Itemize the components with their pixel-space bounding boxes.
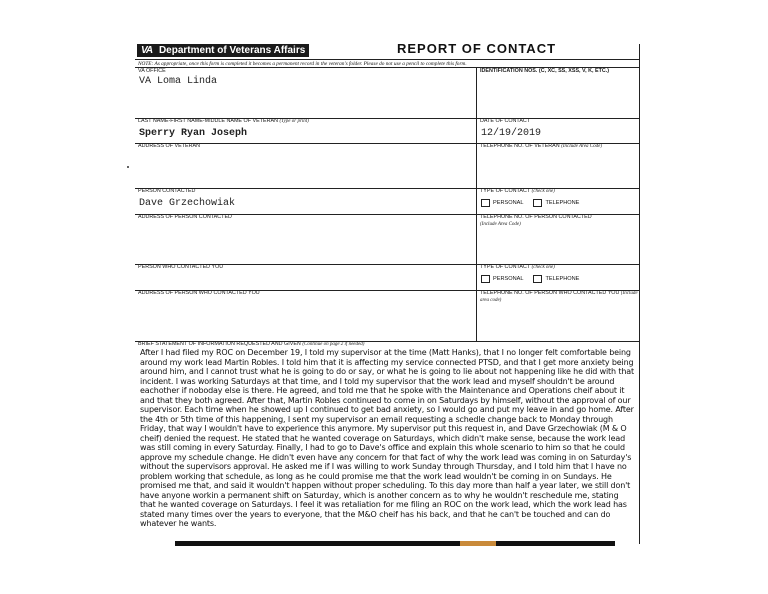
va-office-label: VA OFFICE	[138, 68, 166, 74]
contact-type-options	[477, 199, 639, 207]
va-office-field[interactable]: VA Loma Linda	[139, 76, 218, 87]
telephone2-checkbox[interactable]	[533, 275, 542, 283]
form-header	[135, 41, 639, 58]
contact-type-cell	[477, 188, 639, 214]
who-contacted-cell	[135, 264, 477, 290]
id-nos-label: IDENTIFICATION NOS. (C, XC, SS, XSS, V, K, ETC.)	[480, 68, 610, 74]
personal2-option[interactable]: PERSONAL	[481, 275, 523, 283]
va-office-cell	[135, 68, 477, 118]
scan-edge-bar	[175, 541, 615, 546]
contact-type2-options	[477, 275, 639, 283]
phone-contacted-label: TELEPHONE NO. OF PERSON CONTACTED	[480, 214, 592, 220]
form-title: REPORT OF CONTACT	[397, 41, 557, 56]
address-who-label: ADDRESS OF PERSON WHO CONTACTED YOU	[138, 290, 260, 296]
brief-statement-label: BRIEF STATEMENT OF INFORMATION REQUESTED AND GIVEN (Continue on page 2 if needed)	[138, 341, 365, 347]
scan-speck	[127, 166, 129, 168]
scan-edge-highlight	[460, 541, 496, 546]
veteran-name-field[interactable]: Sperry Ryan Joseph	[139, 128, 248, 139]
person-contacted-field[interactable]: Dave Grzechowiak	[139, 198, 236, 209]
brief-statement-section	[135, 341, 639, 544]
row-who-contacted	[135, 264, 639, 291]
person-contacted-label: PERSON CONTACTED	[138, 188, 196, 194]
phone-who-label: TELEPHONE NO. OF PERSON WHO CONTACTED YOU (Include area code)	[480, 290, 638, 303]
veteran-name-cell	[135, 118, 477, 143]
address-contacted-label: ADDRESS OF PERSON CONTACTED	[138, 214, 232, 220]
row-veteran-name	[135, 118, 639, 144]
personal-checkbox[interactable]	[481, 199, 490, 207]
date-label: DATE OF CONTACT	[480, 118, 531, 124]
who-contacted-label: PERSON WHO CONTACTED YOU	[138, 264, 224, 270]
form-note: NOTE: As appropriate, once this form is completed it becomes a permanent record in the veteran's folder. Please do not use a pencil to complete this form.	[135, 59, 639, 68]
date-field[interactable]: 12/19/2019	[481, 128, 542, 139]
address-contacted-cell	[135, 214, 477, 264]
telephone-checkbox[interactable]	[533, 199, 542, 207]
telephone2-option[interactable]: TELEPHONE	[533, 275, 579, 283]
veteran-address-label: ADDRESS OF VETERAN	[138, 143, 201, 149]
person-contacted-cell	[135, 188, 477, 214]
va-logo-icon: VA	[141, 45, 153, 56]
veteran-phone-label: TELEPHONE NO. OF VETERAN (Include Area Code)	[480, 143, 603, 149]
date-cell	[477, 118, 639, 143]
personal-option[interactable]: PERSONAL	[481, 199, 523, 207]
row-address-contacted	[135, 214, 639, 265]
veteran-phone-cell	[477, 143, 639, 188]
address-who-cell	[135, 290, 477, 341]
telephone-option[interactable]: TELEPHONE	[533, 199, 579, 207]
contact-type2-label: TYPE OF CONTACT (check one)	[480, 264, 555, 270]
phone-who-cell	[477, 290, 639, 341]
veteran-name-label: LAST NAME-FIRST NAME-MIDDLE NAME OF VETERAN (Type or print)	[138, 118, 309, 124]
row-person-contacted	[135, 188, 639, 215]
personal2-checkbox[interactable]	[481, 275, 490, 283]
phone-contacted-cell	[477, 214, 639, 264]
phone-contacted-hint: (Include Area Code)	[480, 222, 521, 227]
brief-statement-text[interactable]: After I had filed my ROC on December 19, I told my supervisor at the time (Matt Hanks), that I no longer felt comfortable being around my work lead Martin Robles. I told him that it is affecting my service connected PTSD, and that I get more anxiety being around him, and I cannot trust what he is going to do or say, or what he is going to lie about not happening like he did with that incident. I was working Saturdays at that time, and I told my supervisor that the work lead and myself shouldn't be around eachother if noboday else is there. He agreed, and told me that he spoke with the Maintenance and Operations cheif about it and that they both agreed. After that, Martin Robles continued to come in on Saturdays by himself, without the approval of our supervisor. Each time when he showed up I continued to get bad anxiety, so I would go and put my leave in and go home. After the 4th or 5th time of this happening, I sent my supervisor an email requesting a schedle change back to Monday through Friday, that way I wouldn't have to experience this anymore. My supervisor put this request in, and Dave Grzechowiak (M & O cheif) denied the request. He stated that he wanted coverage on Saturdays, which didn't make sense, because the work lead was still coming in every Saturday. Finally, I had to go to Dave's office and explain this whole scenario to him so that he could approve my schedule change. He didn't even have any concern for that fact of why the work lead was coming in on Saturday's without the supervisors approval. He asked me if I was willing to work Sunday through Thursday, and I told him that I have no problem working that schedule, as long as he could promise me that the work lead wouldn't be coming in on Sundays. He promised me that, and said it wouldn't happen without proper scheduling. To this day more than half a year later, we still don't have anyone workin a permanent shift on Saturday, which is another concern as to why he wouldn't reschedule me, stating that he wanted coverage on Saturdays. I feel it was retaliation for me filing an ROC on the work lead, which the work lead has stated many times over the years to everyone, that the M&O cheif has his back, and that he can't be touched and can do whatever he wants.	[140, 348, 635, 528]
row-veteran-address	[135, 143, 639, 189]
row-va-office	[135, 68, 639, 119]
contact-type-label: TYPE OF CONTACT (check one)	[480, 188, 555, 194]
agency-banner	[137, 44, 309, 57]
contact-type2-cell	[477, 264, 639, 290]
row-address-who	[135, 290, 639, 342]
agency-name: Department of Veterans Affairs	[158, 45, 306, 56]
veteran-address-cell	[135, 143, 477, 188]
id-nos-cell	[477, 68, 639, 118]
report-of-contact-form	[135, 41, 640, 544]
